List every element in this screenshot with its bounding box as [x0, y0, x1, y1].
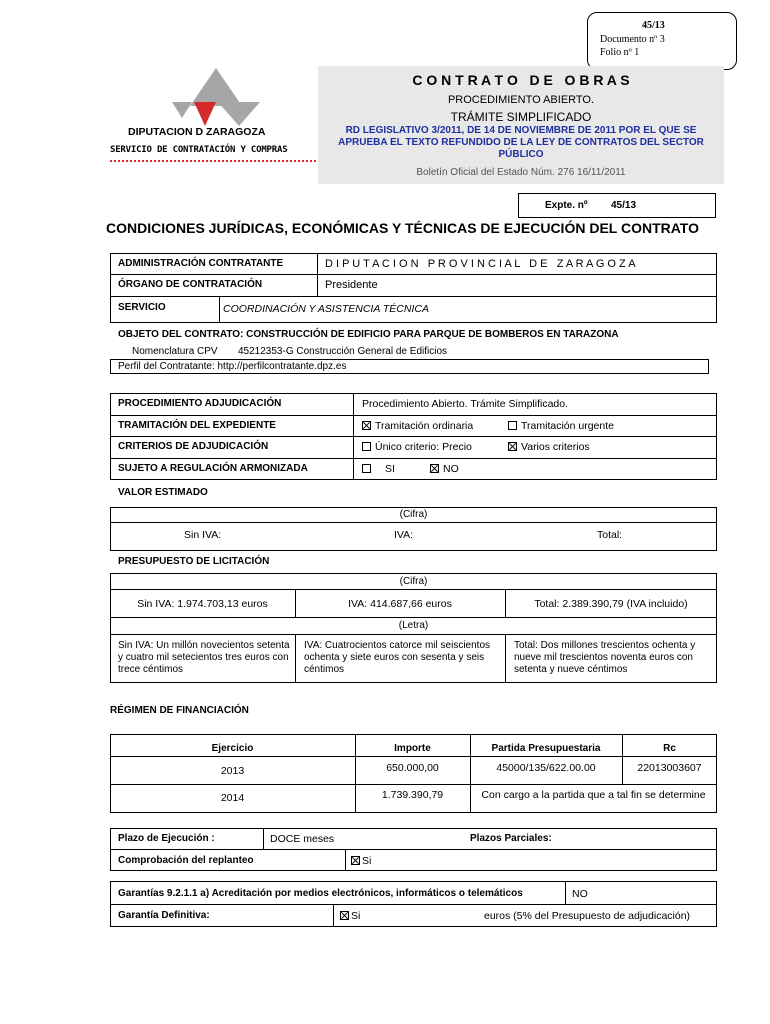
tram-opt2-label: Tramitación urgente	[521, 420, 614, 432]
tram-option-urgente[interactable]	[508, 420, 614, 433]
fin-row2-importe: 1.739.390,79	[381, 789, 444, 801]
logo-service: SERVICIO DE CONTRATACIÓN Y COMPRAS	[110, 145, 288, 155]
fin-header-ejercicio: Ejercicio	[211, 743, 254, 754]
tram-opt1-label: Tramitación ordinaria	[375, 420, 474, 432]
fin-header-rc: Rc	[663, 743, 676, 754]
garantias-label: Garantías 9.2.1.1 a) Acreditación por medios electrónicos, informáticos o telemáticos	[118, 888, 523, 899]
proc-value: Procedimiento Abierto. Trámite Simplificado.	[362, 398, 569, 410]
valor-title: VALOR ESTIMADO	[118, 487, 208, 498]
presupuesto-letra: (Letra)	[398, 620, 429, 631]
checked-box-icon[interactable]	[351, 856, 360, 865]
servicio-label: SERVICIO	[118, 302, 166, 313]
header-band	[318, 66, 724, 184]
folio-box	[587, 12, 737, 70]
checked-box-icon[interactable]	[362, 421, 371, 430]
crit-opt1-label: Único criterio: Precio	[375, 441, 472, 453]
cpv-value: 45212353-G Construcción General de Edificios	[238, 346, 448, 357]
valor-iva: IVA:	[394, 529, 414, 541]
header-boletin: Boletín Oficial del Estado Núm. 276 16/11/2011	[416, 167, 626, 178]
header-title: C O N T R A T O D E O B R A S	[412, 72, 630, 88]
presupuesto-total: Total: 2.389.390,79 (IVA incluido)	[534, 598, 688, 610]
proc-label: PROCEDIMIENTO ADJUDICACIÓN	[118, 398, 282, 409]
reg-option-no[interactable]	[430, 463, 459, 476]
fin-row1-partida: 45000/135/622.00.00	[496, 762, 596, 774]
presupuesto-sin-iva-letra: Sin IVA: Un millón novecientos setenta y cuatro mil setecientos tres euros con trece céntimos	[118, 640, 290, 675]
crit-opt2-label: Varios criterios	[521, 441, 590, 453]
header-tramite: TRÁMITE SIMPLIFICADO	[450, 110, 592, 124]
fin-row1-ejercicio: 2013	[220, 765, 245, 777]
plazos-parciales: Plazos Parciales:	[470, 833, 552, 844]
garantia-definitiva-label: Garantía Definitiva:	[118, 910, 210, 921]
expte-box	[518, 193, 716, 218]
unchecked-box-icon[interactable]	[508, 421, 517, 430]
perfil: Perfil del Contratante: http://perfilcontratante.dpz.es	[118, 361, 347, 372]
folio-code: 45/13	[642, 20, 665, 31]
reg-opt2-label: NO	[443, 463, 459, 475]
page-title: CONDICIONES JURÍDICAS, ECONÓMICAS Y TÉCNICAS DE EJECUCIÓN DEL CONTRATO	[106, 220, 699, 236]
logo	[108, 66, 330, 176]
tram-option-ordinaria[interactable]	[362, 420, 473, 433]
presupuesto-total-letra: Total: Dos millones trescientos ochenta y nueve mil trescientos noventa euros con setenta y nueve céntimos	[514, 640, 696, 675]
adm-value: D I P U T A C I O N P R O V I N C I A L D E Z A R A G O Z A	[325, 258, 636, 270]
cpv-label: Nomenclatura CPV	[132, 346, 218, 357]
unchecked-box-icon[interactable]	[362, 464, 371, 473]
replanteo-value: Si	[362, 855, 372, 867]
presupuesto-cifra: (Cifra)	[399, 576, 428, 587]
expte-label: Expte. nº	[545, 200, 588, 211]
fin-row2-partida: Con cargo a la partida que a tal fin se determine	[481, 789, 706, 801]
checked-box-icon[interactable]	[508, 442, 517, 451]
plazo-value: DOCE meses	[270, 833, 335, 845]
servicio-value: COORDINACIÓN Y ASISTENCIA TÉCNICA	[223, 303, 429, 315]
presupuesto-iva-letra: IVA: Cuatrocientos catorce mil seiscientos ochenta y siete euros con sesenta y seis céntimos	[304, 640, 491, 675]
presupuesto-iva: IVA: 414.687,66 euros	[348, 598, 452, 610]
valor-sin-iva: Sin IVA:	[184, 529, 222, 541]
unchecked-box-icon[interactable]	[362, 442, 371, 451]
valor-cifra: (Cifra)	[399, 509, 428, 520]
plazo-label: Plazo de Ejecución :	[118, 833, 215, 844]
reg-opt1-label: SI	[385, 463, 395, 475]
garantia-definitiva-check: Si	[351, 910, 361, 922]
logo-dotted-line	[110, 160, 328, 165]
organo-value: Presidente	[325, 279, 378, 291]
garantia-definitiva-option[interactable]	[340, 910, 360, 923]
reg-option-si[interactable]	[362, 463, 395, 476]
logo-org: DIPUTACION D ZARAGOZA	[128, 126, 266, 138]
fin-row1-rc: 22013003607	[637, 762, 702, 774]
crit-label: CRITERIOS DE ADJUDICACIÓN	[118, 441, 269, 452]
reg-label: SUJETO A REGULACIÓN ARMONIZADA	[118, 463, 308, 474]
header-procedimiento: PROCEDIMIENTO ABIERTO.	[447, 94, 595, 106]
presupuesto-sin-iva: Sin IVA: 1.974.703,13 euros	[137, 598, 268, 610]
objeto-title: OBJETO DEL CONTRATO: CONSTRUCCIÓN DE EDIFICIO PARA PARQUE DE BOMBEROS EN TARAZONA	[118, 329, 619, 340]
checked-box-icon[interactable]	[430, 464, 439, 473]
adm-label: ADMINISTRACIÓN CONTRATANTE	[118, 258, 284, 269]
fin-row2-ejercicio: 2014	[220, 792, 245, 804]
fin-header-importe: Importe	[394, 743, 431, 754]
logo-triangles-icon	[164, 66, 264, 128]
valor-total: Total:	[597, 529, 623, 541]
tram-label: TRAMITACIÓN DEL EXPEDIENTE	[118, 420, 276, 431]
checked-box-icon[interactable]	[340, 911, 349, 920]
garantias-value: NO	[572, 888, 588, 900]
financiacion-title: RÉGIMEN DE FINANCIACIÓN	[110, 705, 249, 716]
folio-document: Documento nº 3	[600, 34, 665, 45]
header-rd: RD LEGISLATIVO 3/2011, DE 14 DE NOVIEMBRE DE 2011 POR EL QUE SE APRUEBA EL TEXTO REFUNDIDO DE LA LEY DE CONTRATOS DEL SECTOR PÚBLICO	[338, 125, 704, 160]
fin-header-partida: Partida Presupuestaria	[491, 743, 601, 754]
replanteo-label: Comprobación del replanteo	[118, 855, 254, 866]
organo-label: ÓRGANO DE CONTRATACIÓN	[118, 279, 263, 290]
garantia-definitiva-value: euros (5% del Presupuesto de adjudicación)	[484, 910, 691, 922]
presupuesto-title: PRESUPUESTO DE LICITACIÓN	[118, 556, 270, 567]
folio-number: Folio nº 1	[600, 47, 640, 58]
crit-option-varios[interactable]	[508, 441, 590, 454]
crit-option-unico[interactable]	[362, 441, 472, 454]
fin-row1-importe: 650.000,00	[386, 762, 439, 774]
expte-value: 45/13	[611, 200, 637, 211]
replanteo-option[interactable]	[351, 855, 371, 868]
